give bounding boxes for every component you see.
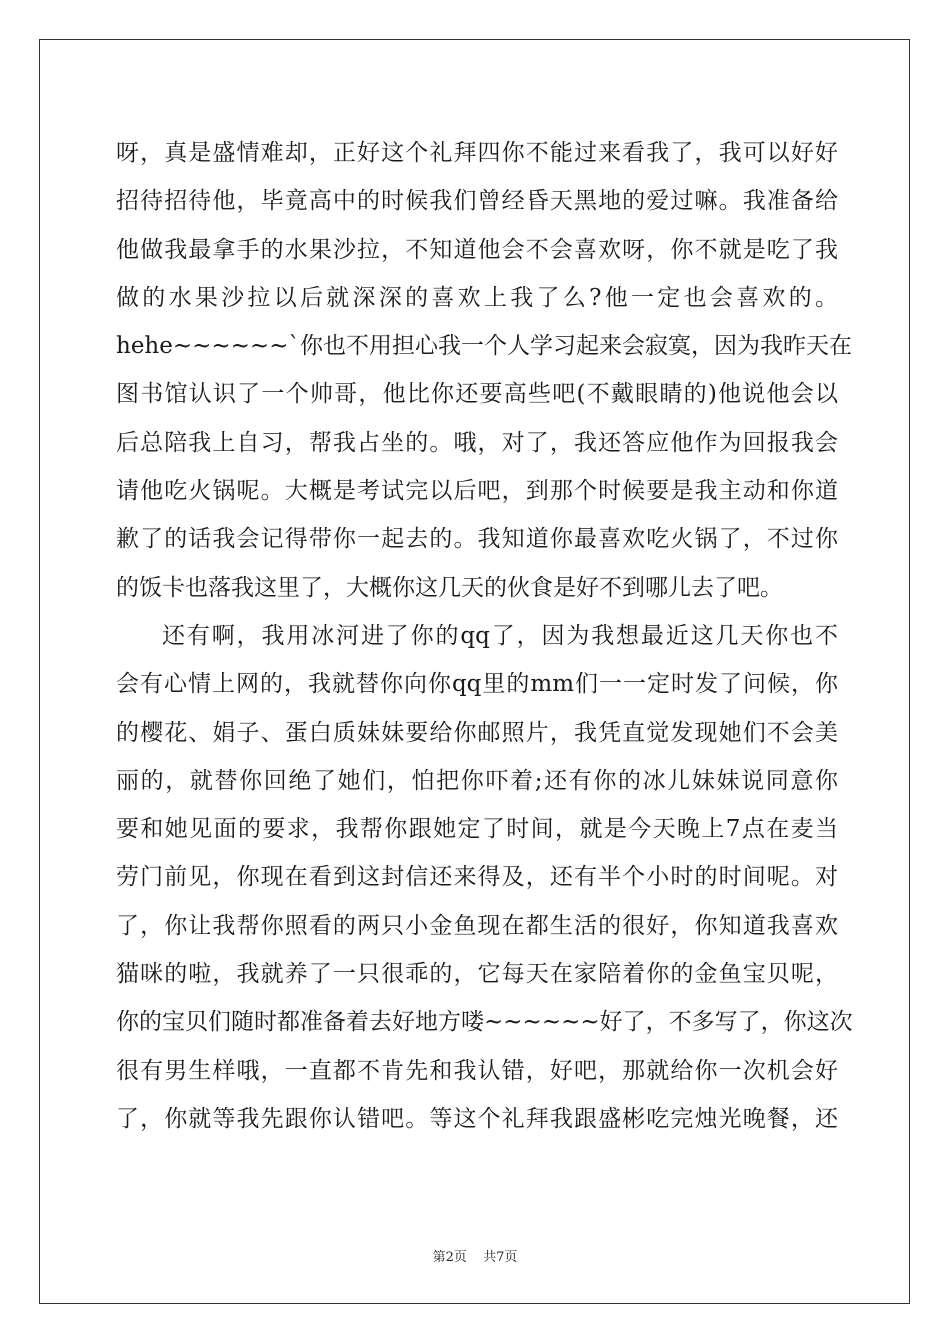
page-total: 共7页 xyxy=(483,1250,518,1265)
text-line: 呀，真是盛情难却，正好这个礼拜四你不能过来看我了，我可以好好 xyxy=(116,140,838,166)
page-footer xyxy=(0,1246,950,1265)
text-line: 会有心情上网的，我就替你向你qq里的mm们一一定时发了问候，你 xyxy=(116,671,838,698)
text-line: 了，你就等我先跟你认错吧。等这个礼拜我跟盛彬吃完烛光晚餐，还 xyxy=(116,1105,838,1132)
text-line: 他做我最拿手的水果沙拉，不知道他会不会喜欢呀，你不就是吃了我 xyxy=(116,236,838,263)
text-line: 丽的，就替你回绝了她们，怕把你吓着;还有你的冰儿妹妹说同意你 xyxy=(116,767,838,794)
text-line: 招待招待他，毕竟高中的时候我们曾经昏天黑地的爱过嘛。我准备给 xyxy=(116,188,838,215)
text-line: 劳门前见，你现在看到这封信还来得及，还有半个小时的时间呢。对 xyxy=(116,864,838,891)
text-line: 猫咪的啦，我就养了一只很乖的，它每天在家陪着你的金鱼宝贝呢， xyxy=(116,961,838,988)
document-body xyxy=(116,129,853,1143)
text-line: 的饭卡也落我这里了，大概你这几天的伙食是好不到哪儿去了吧。 xyxy=(116,574,783,601)
text-line: 你的宝贝们随时都准备着去好地方喽~~~~~~好了，不多写了，你这次 xyxy=(116,1009,853,1036)
text-line: 很有男生样哦，一直都不肯先和我认错，好吧，那就给你一次机会好 xyxy=(116,1057,838,1084)
text-line: 图书馆认识了一个帅哥，他比你还要高些吧(不戴眼睛的)他说他会以 xyxy=(116,381,838,408)
text-line: 请他吃火锅呢。大概是考试完以后吧，到那个时候要是我主动和你道 xyxy=(116,478,838,505)
text-line: 的樱花、娟子、蛋白质妹妹要给你邮照片，我凭直觉发现她们不会美 xyxy=(116,719,838,746)
text-line: 了，你让我帮你照看的两只小金鱼现在都生活的很好，你知道我喜欢 xyxy=(116,912,838,939)
text-line: 做的水果沙拉以后就深深的喜欢上我了么?他一定也会喜欢的。 xyxy=(116,284,838,311)
text-line: 要和她见面的要求，我帮你跟她定了时间，就是今天晚上7点在麦当 xyxy=(116,816,838,843)
text-line: hehe~~~~~~`你也不用担心我一个人学习起来会寂寞，因为我昨天在 xyxy=(116,333,852,360)
text-line: 歉了的话我会记得带你一起去的。我知道你最喜欢吃火锅了，不过你 xyxy=(116,526,838,553)
page-number: 第2页 xyxy=(432,1250,467,1265)
text-line: 后总陪我上自习，帮我占坐的。哦，对了，我还答应他作为回报我会 xyxy=(116,429,838,456)
text-line: 还有啊，我用冰河进了你的qq了，因为我想最近这几天你也不 xyxy=(162,622,838,649)
